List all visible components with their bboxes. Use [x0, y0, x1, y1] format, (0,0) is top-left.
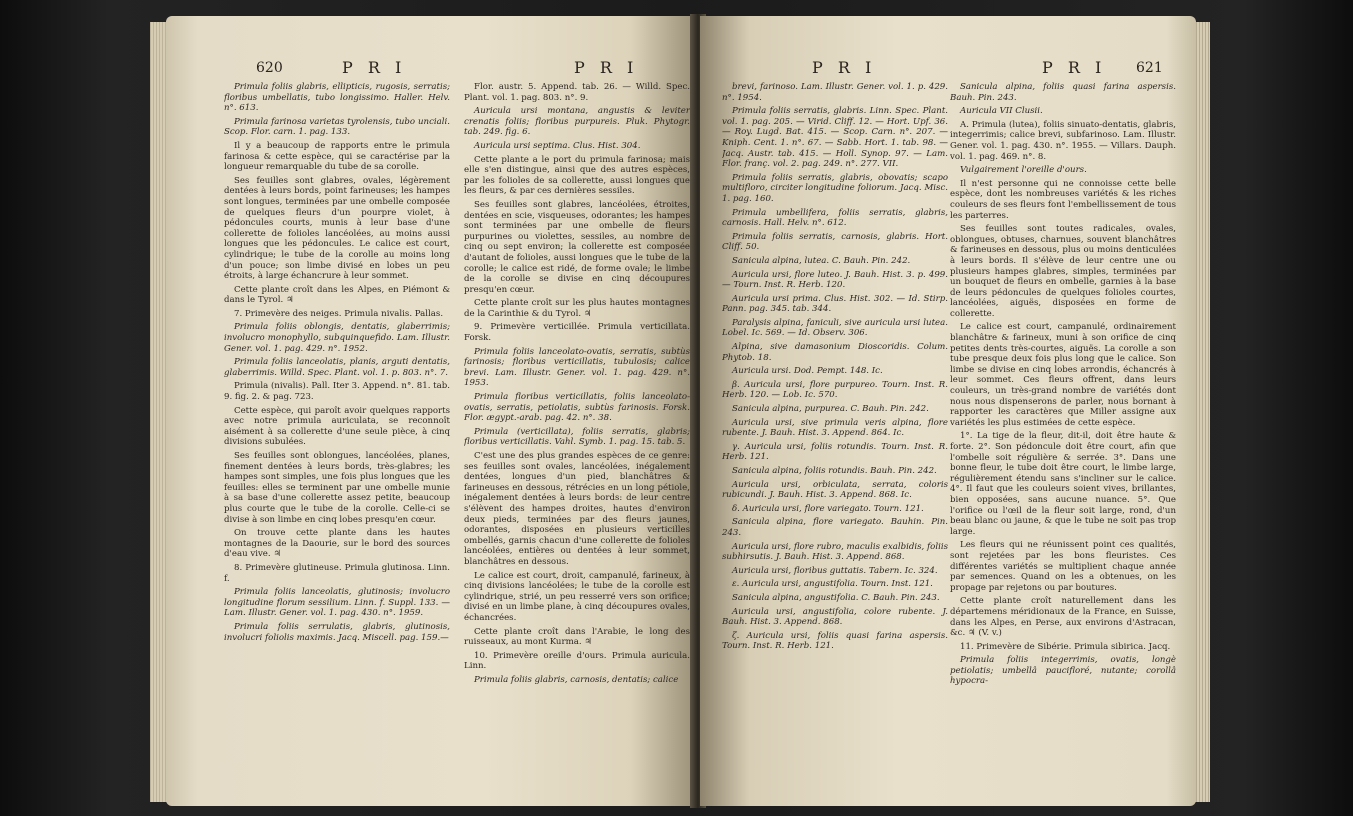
paragraph: Sanicula alpina, foliis rotundis. Bauh. Pin. 242. — [732, 466, 937, 476]
paragraph: Auricula ursi prima. Clus. Hist. 302. — Id. Stirp. Pann. pag. 345. tab. 344. — [722, 293, 948, 315]
paragraph: Sanicula alpina, angustifolia. C. Bauh. Pin. 243. — [732, 592, 940, 603]
paragraph: brevi, farinoso. Lam. Illustr. Gener. vol. 1. p. 429. n°. 1954. — [722, 82, 948, 103]
paragraph: 1°. La tige de la fleur, dit-il, doit être haute & forte. 2°. Son pédoncule doit être court, afin que l'ombelle soit régulière & serrée. 3°. Dans une bonne fleur, le tube doit être court, le limbe large, régulièrement étendu sans s'incliner sur le calice. 4°. Il faut que les couleurs soient vives, brillantes, bien opposées, sans aucune nuance. 5°. Que l'orifice ou l'œil de la fleur soit large, rond, d'un beau blanc ou jaune, & que le tube ne soit pas trop large. — [950, 431, 1176, 537]
paragraph: Primula foliis serratis, carnosis, glabris. Hort. Cliff. 50. — [722, 231, 948, 253]
paragraph: Primula foliis oblongis, dentatis, glaberrimis; involucro monophyllo, subquinquefido. Lam. Illustr. Gener. vol. 1. pag. 429. n°. 1952. — [224, 322, 450, 354]
paragraph: Flor. austr. 5. Append. tab. 26. — Willd. Spec. Plant. vol. 1. pag. 803. n°. 9. — [464, 82, 690, 103]
paragraph: Auricula ursi, orbiculata, serrata, coloris rubicundi. J. Bauh. Hist. 3. Append. 868. Ic. — [722, 479, 948, 501]
left-page — [166, 16, 694, 806]
paragraph: A. Primula (lutea), foliis sinuato-dentatis, glabris, integerrimis; calice brevi, subfarinoso. Lam. Illustr. Gener. vol. 1. pag. 430. n°. 1955. — Villars. Dauph. vol. 1. pag. 469. n°. 8. — [950, 119, 1176, 162]
paragraph: Primula foliis serrulatis, glabris, glutinosis, involucri foliolis maximis. Jacq. Miscell. pag. 159.— — [224, 621, 450, 643]
page-number: 620 — [256, 60, 283, 76]
paragraph: γ. Auricula ursi, foliis rotundis. Tourn. Inst. R. Herb. 121. — [722, 441, 948, 463]
paragraph: Le calice est court, campanulé, ordinairement blanchâtre & farineux, muni à son orifice de cinq petites dents très-courtes, aiguës. La corolle a son tube presque deux fois plus long que le calice. Son limbe se divise en cinq lobes arrondis, échancrés à leur sommet. Ces fleurs offrent, dans leurs couleurs, un très-grand nombre de variétés dont nous nous dispenserons de parler, nous bornant à rapporter les caractères que Miller assigne aux variétés les plus estimées de cette espèce. — [950, 322, 1176, 428]
paragraph: On trouve cette plante dans les hautes montagnes de la Daourie, sur le bord des sources d'eau vive. ♃ — [224, 528, 450, 560]
paragraph: Primula umbellifera, foliis serratis, glabris, carnosis. Hall. Helv. n°. 612. — [722, 207, 948, 229]
paragraph: Cette plante croît dans l'Arabie, le long des ruisseaux, au mont Kurma. ♃ — [464, 626, 690, 648]
text-column-right-1 — [722, 82, 948, 798]
paragraph: Sanicula alpina, foliis quasi farina aspersis. Bauh. Pin. 243. — [950, 82, 1176, 103]
running-header-col2: P R I — [1042, 58, 1107, 77]
paragraph: Il y a beaucoup de rapports entre le primula farinosa & cette espèce, qui se caractérise par la longueur remarquable du tube de sa corolle. — [224, 140, 450, 173]
paragraph: 7. Primevère des neiges. Primula nivalis. Pallas. — [234, 308, 444, 319]
paragraph: C'est une des plus grandes espèces de ce genre: ses feuilles sont ovales, lancéolées, inégalement dentées, longues d'un pied, blanchâtres & farineuses en dessous, rétrécies en un long pétiole, inégalement dentées à leurs bords: de leur centre s'élèvent des hampes droites, hautes d'environ deux pieds, terminées par des fleurs jaunes, odorantes, disposées en plusieurs verticilles ombellés, garnis chacun d'une collerette de folioles lancéolées, entières ou dentées à leur sommet, blanchâtres en dessous. — [464, 451, 690, 567]
paragraph: Primula foliis lanceolato-ovatis, serratis, subtùs farinosis; floribus verticillatis, tubulosis; calice brevi. Lam. Illustr. Gener. vol. 1. pag. 429. n°. 1953. — [464, 346, 690, 389]
paragraph: Sanicula alpina, flore variegato. Bauhin. Pin. 243. — [722, 517, 948, 538]
paragraph: Sanicula alpina, purpurea. C. Bauh. Pin. 242. — [732, 404, 929, 415]
paragraph: Auricula ursi, angustifolia, colore rubente. J. Bauh. Hist. 3. Append. 868. — [722, 606, 948, 628]
paragraph: 10. Primevère oreille d'ours. Primula auricula. Linn. — [464, 650, 690, 672]
paragraph: 11. Primevère de Sibérie. Primula sibirica. Jacq. — [960, 641, 1171, 652]
paragraph: Primula foliis lanceolatis, glutinosis; involucro longitudine florum sessilium. Linn. f. Suppl. 133. — Lam. Illustr. Gener. vol. 1. pag. 430. n°. 1959. — [224, 587, 450, 619]
right-page — [700, 16, 1196, 806]
paragraph: Alpina, sive damasonium Dioscoridis. Colum. Phytob. 18. — [722, 342, 948, 363]
paragraph: Cette plante croît dans les Alpes, en Piémont & dans le Tyrol. ♃ — [224, 284, 450, 306]
text-column-left-2 — [464, 82, 690, 798]
paragraph: Primula foliis integerrimis, ovatis, longè petiolatis; umbellâ paucifloré, nutante; corollâ hypocra- — [950, 655, 1176, 687]
paragraph: Paralysis alpina, faniculi, sive auricula ursi lutea. Lobel. Ic. 569. — Id. Observ. 306. — [722, 317, 948, 339]
paragraph: ε. Auricula ursi, angustifolia. Tourn. Inst. 121. — [732, 579, 933, 590]
paragraph: Primula foliis glabris, ellipticis, rugosis, serratis; floribus umbellatis, tubo longissimo. Haller. Helv. n°. 613. — [224, 82, 450, 114]
paragraph: 8. Primevère glutineuse. Primula glutinosa. Linn. f. — [224, 562, 450, 584]
paragraph: Primula floribus verticillatis, foliis lanceolato-ovatis, serratis, petiolatis, subtùs farinosis. Forsk. Flor. ægypt.-arab. pag. 42. n°. 38. — [464, 392, 690, 424]
paragraph: ζ. Auricula ursi, foliis quasi farina aspersis. Tourn. Inst. R. Herb. 121. — [722, 630, 948, 652]
paragraph: Ses feuilles sont glabres, lancéolées, étroites, dentées en scie, visqueuses, odorantes; les hampes sont terminées par une ombelle de fleurs purpurines ou violettes, sessiles, au nombre de cinq ou sept environ; la collerette est composée d'autant de folioles, aussi longues que le tube de la corolle; le calice est ridé, de forme ovale; le limbe de la corolle se divise en cinq découpures presqu'en cœur. — [464, 199, 690, 295]
paragraph: Primula (nivalis). Pall. Iter 3. Append. n°. 81. tab. 9. fig. 2. & pag. 723. — [224, 381, 450, 403]
running-header-col2: P R I — [574, 58, 639, 77]
paragraph: Primula foliis serratis, glabris, obovatis; scapo multifloro, circiter longitudine foliorum. Jacq. Misc. 1. pag. 160. — [722, 172, 948, 204]
paragraph: Auricula ursi. Dod. Pempt. 148. Ic. — [732, 366, 883, 377]
paragraph: Cette plante a le port du primula farinosa; mais elle s'en distingue, ainsi que des autres espèces, par les folioles de sa collerette, aussi longues que les fleurs, & par ces dernières sessiles. — [464, 154, 690, 197]
paragraph: Primula foliis lanceolatis, planis, arguti dentatis, glaberrimis. Willd. Spec. Plant. vol. 1. p. 803. n°. 7. — [224, 357, 450, 378]
paragraph: Cette espèce, qui paroît avoir quelques rapports avec notre primula auriculata, se reconnoît aisément à sa collerette d'une seule pièce, à cinq divisions subulées. — [224, 405, 450, 448]
paragraph: Primula foliis serratis, glabris. Linn. Spec. Plant. vol. 1. pag. 205. — Virid. Cliff. 12. — Hort. Upf. 36. — Roy. Lugd. Bat. 415. — Scop. Carn. n°. 207. — Kniph. Cent. 1. n°. 67. — Sabb. Hort. 1. tab. 98. — Jacq. Austr. tab. 415. — Holl. Synop. 97. — Lam. Flor. franç. vol. 2. pag. 249. n°. 277. VII. — [722, 106, 948, 170]
paragraph: Ses feuilles sont oblongues, lancéolées, planes, finement dentées à leurs bords, très-glabres; les hampes sont simples, une fois plus longues que les feuilles: elles se terminent par une ombelle munie à sa base d'une collerette assez petite, beaucoup plus courte que le tube de la corolle. Celle-ci se divise à son limbe en cinq lobes presqu'en cœur. — [224, 451, 450, 525]
paragraph: Primula foliis glabris, carnosis, dentatis; calice — [474, 674, 679, 685]
text-column-right-2 — [950, 82, 1176, 798]
paragraph: Primula (verticillata), foliis serratis, glabris; floribus verticillatis. Vahl. Symb. 1. pag. 15. tab. 5. — [464, 426, 690, 448]
right-page-edges — [1194, 22, 1210, 802]
paragraph: Auricula ursi septima. Clus. Hist. 304. — [474, 140, 641, 151]
paragraph: Auricula ursi, floribus guttatis. Tabern. Ic. 324. — [732, 565, 938, 576]
paragraph: Auricula ursi, sive primula veris alpina, flore rubente. J. Bauh. Hist. 3. Append. 864. Ic. — [722, 417, 948, 439]
paragraph: 9. Primevère verticillée. Primula verticillata. Forsk. — [464, 322, 690, 344]
paragraph: Ses feuilles sont glabres, ovales, légèrement dentées à leurs bords, point farineuses; les hampes sont longues, terminées par une ombelle composée de quelques fleurs d'un pourpre violet, à pédoncules courts, munis à leur base d'une collerette de folioles lancéolées, au moins aussi longues que les pédoncules. Le calice est court, cylindrique; le tube de la corolle au moins long d'un pouce; son limbe divisé en lobes un peu étroits, à large échancrure à leur sommet. — [224, 175, 450, 282]
running-header-col1: P R I — [812, 58, 877, 77]
paragraph: Vulgairement l'oreille d'ours. — [960, 165, 1087, 176]
text-column-left-1 — [224, 82, 450, 798]
paragraph: Les fleurs qui ne réunissent point ces qualités, sont rejetées par les bons fleuristes. Ces différentes variétés se multiplient chaque année par semences. Quand on les a obtenues, on les propage par rejetons ou par boutures. — [950, 540, 1176, 593]
paragraph: Il n'est personne qui ne connoisse cette belle espèce, dont les nombreuses variétés & les riches couleurs de ses fleurs font l'embellissement de tous les parterres. — [950, 178, 1176, 221]
paragraph: Sanicula alpina, lutea. C. Bauh. Pin. 242. — [732, 255, 911, 266]
page-number: 621 — [1136, 60, 1163, 76]
paragraph: Auricula ursi, flore rubro, maculis exalbidis, foliis subhirsutis. J. Bauh. Hist. 3. Append. 868. — [722, 541, 948, 563]
paragraph: Auricula VII Clusii. — [960, 106, 1043, 117]
paragraph: Cette plante croît sur les plus hautes montagnes de la Carinthie & du Tyrol. ♃ — [464, 298, 690, 319]
paragraph: Cette plante croît naturellement dans les départemens méridionaux de la France, en Suisse, dans les Alpes, en Perse, aux environs d'Astracan, &c. ♃ (V. v.) — [950, 596, 1176, 639]
paragraph: δ. Auricula ursi, flore variegato. Tourn. 121. — [732, 503, 924, 514]
paragraph: Auricula ursi montana, angustis & leviter crenatis foliis; floribus purpureis. Pluk. Phytogr. tab. 249. fig. 6. — [464, 106, 690, 138]
running-header-col1: P R I — [342, 58, 407, 77]
paragraph: Primula farinosa varietas tyrolensis, tubo unciali. Scop. Flor. carn. 1. pag. 133. — [224, 116, 450, 138]
paragraph: Auricula ursi, flore luteo. J. Bauh. Hist. 3. p. 499. — Tourn. Inst. R. Herb. 120. — [722, 269, 948, 291]
paragraph: β. Auricula ursi, flore purpureo. Tourn. Inst. R. Herb. 120. — Lob. Ic. 570. — [722, 379, 948, 401]
paragraph: Le calice est court, droit, campanulé, farineux, à cinq divisions lancéolées; le tube de la corolle est cylindrique, strié, un peu resserré vers son orifice; divisé en un limbe plane, à cinq découpures ovales, échancrées. — [464, 570, 690, 623]
paragraph: Ses feuilles sont toutes radicales, ovales, oblongues, obtuses, charnues, souvent blanchâtres & farineuses en dessous, plus ou moins denticulées à leurs bords. Il s'élève de leur centre une ou plusieurs hampes glabres, simples, terminées par un bouquet de fleurs en ombelle, garnies à la base de leurs pédoncules de quelques folioles courtes, lancéolées, aiguës, disposées en forme de collerette. — [950, 224, 1176, 319]
